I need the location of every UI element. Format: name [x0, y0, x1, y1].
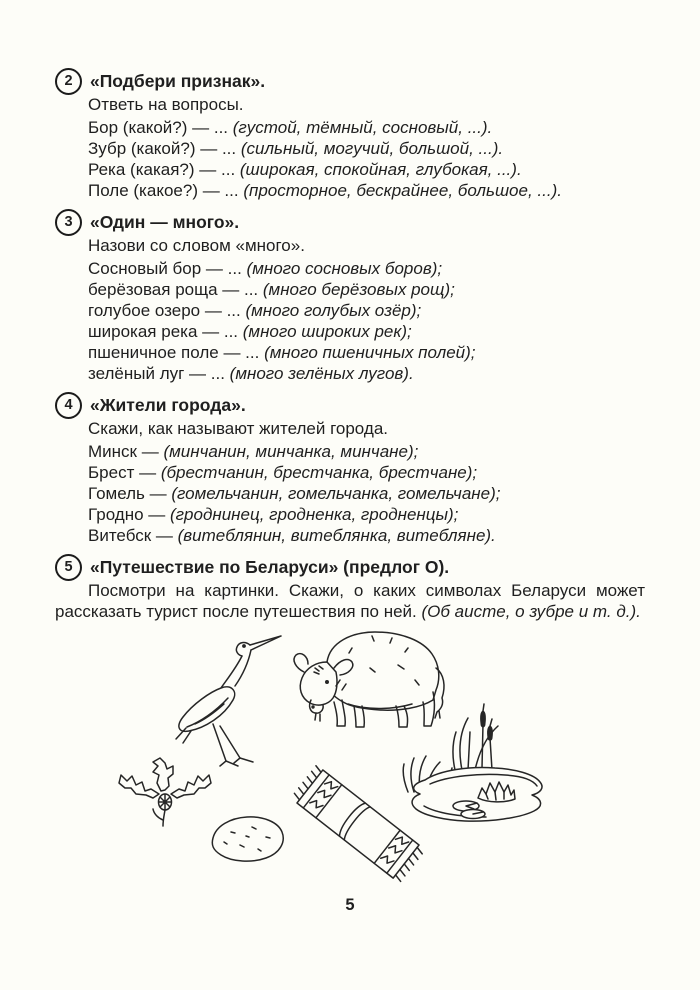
item-answer: (много широких рек); [242, 322, 412, 341]
exercise-number-badge: 4 [55, 392, 82, 419]
item-prompt: Минск — [88, 442, 164, 461]
exercise-item [88, 363, 645, 384]
task-paragraph [55, 580, 645, 622]
exercise-block-2 [55, 70, 645, 201]
exercise-title: «Подбери признак». [90, 70, 266, 91]
item-answer: (гроднинец, гродненка, гродненцы); [170, 505, 459, 524]
potato-illustration [212, 817, 283, 861]
exercise-instruction: Назови со словом «много». [88, 236, 305, 255]
exercise-title: «Один — много». [90, 211, 240, 232]
exercise-block-4 [55, 394, 645, 546]
paragraph-italic: (Об аисте, о зубре и т. д.). [421, 602, 641, 621]
exercise-title: «Путешествие по Беларуси» (предлог О). [90, 556, 450, 577]
exercise-header [55, 556, 645, 578]
item-prompt: Гродно — [88, 505, 170, 524]
item-answer: (много сосновых боров); [246, 259, 443, 278]
exercise-item [88, 525, 645, 546]
exercise-item [88, 342, 645, 363]
item-prompt: пшеничное поле — ... [88, 343, 265, 362]
item-answer: (густой, тёмный, сосновый, ...). [232, 118, 493, 137]
item-answer: (много пшеничных полей); [264, 343, 476, 362]
page-number: 5 [345, 896, 355, 914]
exercise-header [55, 394, 645, 416]
item-answer: (много голубых озёр); [245, 301, 422, 320]
exercise-item [88, 159, 645, 180]
item-prompt: зелёный луг — ... [88, 364, 230, 383]
exercise-instruction: Скажи, как называют жителей города. [88, 419, 388, 438]
exercise-item [88, 321, 645, 342]
illustrations-figure [0, 620, 700, 910]
exercise-block-5 [55, 556, 645, 622]
item-prompt: голубое озеро — ... [88, 301, 246, 320]
item-prompt: Зубр (какой?) — ... [88, 139, 241, 158]
exercise-block-3 [55, 211, 645, 384]
exercise-number-badge: 5 [55, 554, 82, 581]
item-answer: (просторное, бескрайнее, большое, ...). [243, 181, 562, 200]
exercise-item [88, 462, 645, 483]
exercise-header [55, 211, 645, 233]
exercise-item [88, 504, 645, 525]
exercise-instruction: Ответь на вопросы. [88, 95, 244, 114]
item-answer: (много берёзовых рощ); [262, 280, 455, 299]
exercise-item [88, 138, 645, 159]
exercise-number-badge: 2 [55, 68, 82, 95]
item-prompt: Брест — [88, 463, 161, 482]
item-prompt: Сосновый бор — ... [88, 259, 247, 278]
exercise-item [88, 258, 645, 279]
exercise-item [88, 279, 645, 300]
stork-illustration [176, 636, 281, 766]
item-prompt: широкая река — ... [88, 322, 243, 341]
paragraph-regular: Посмотри на картинки. Скажи, о каких символах Беларуси может рассказать турист после путешествия по ней. [55, 581, 645, 621]
exercise-header [55, 70, 645, 92]
item-answer: (много зелёных лугов). [229, 364, 414, 383]
exercise-number-badge: 3 [55, 209, 82, 236]
cornflower-illustration [119, 758, 211, 826]
item-prompt: Гомель — [88, 484, 172, 503]
item-prompt: Витебск — [88, 526, 178, 545]
item-prompt: Поле (какое?) — ... [88, 181, 244, 200]
exercise-item [88, 483, 645, 504]
item-prompt: берёзовая роща — ... [88, 280, 263, 299]
item-answer: (витеблянин, витеблянка, витебляне). [177, 526, 496, 545]
item-prompt: Река (какая?) — ... [88, 160, 240, 179]
exercise-item [88, 300, 645, 321]
item-answer: (минчанин, минчанка, минчане); [163, 442, 419, 461]
item-prompt: Бор (какой?) — ... [88, 118, 233, 137]
exercise-item [88, 180, 645, 201]
item-answer: (брестчанин, брестчанка, брестчане); [160, 463, 478, 482]
exercise-item [88, 441, 645, 462]
bison-illustration [294, 632, 444, 727]
exercise-item [88, 117, 645, 138]
exercise-title: «Жители города». [90, 394, 246, 415]
item-answer: (сильный, могучий, большой, ...). [240, 139, 504, 158]
item-answer: (гомельчанин, гомельчанка, гомельчане); [171, 484, 501, 503]
item-answer: (широкая, спокойная, глубокая, ...). [239, 160, 522, 179]
